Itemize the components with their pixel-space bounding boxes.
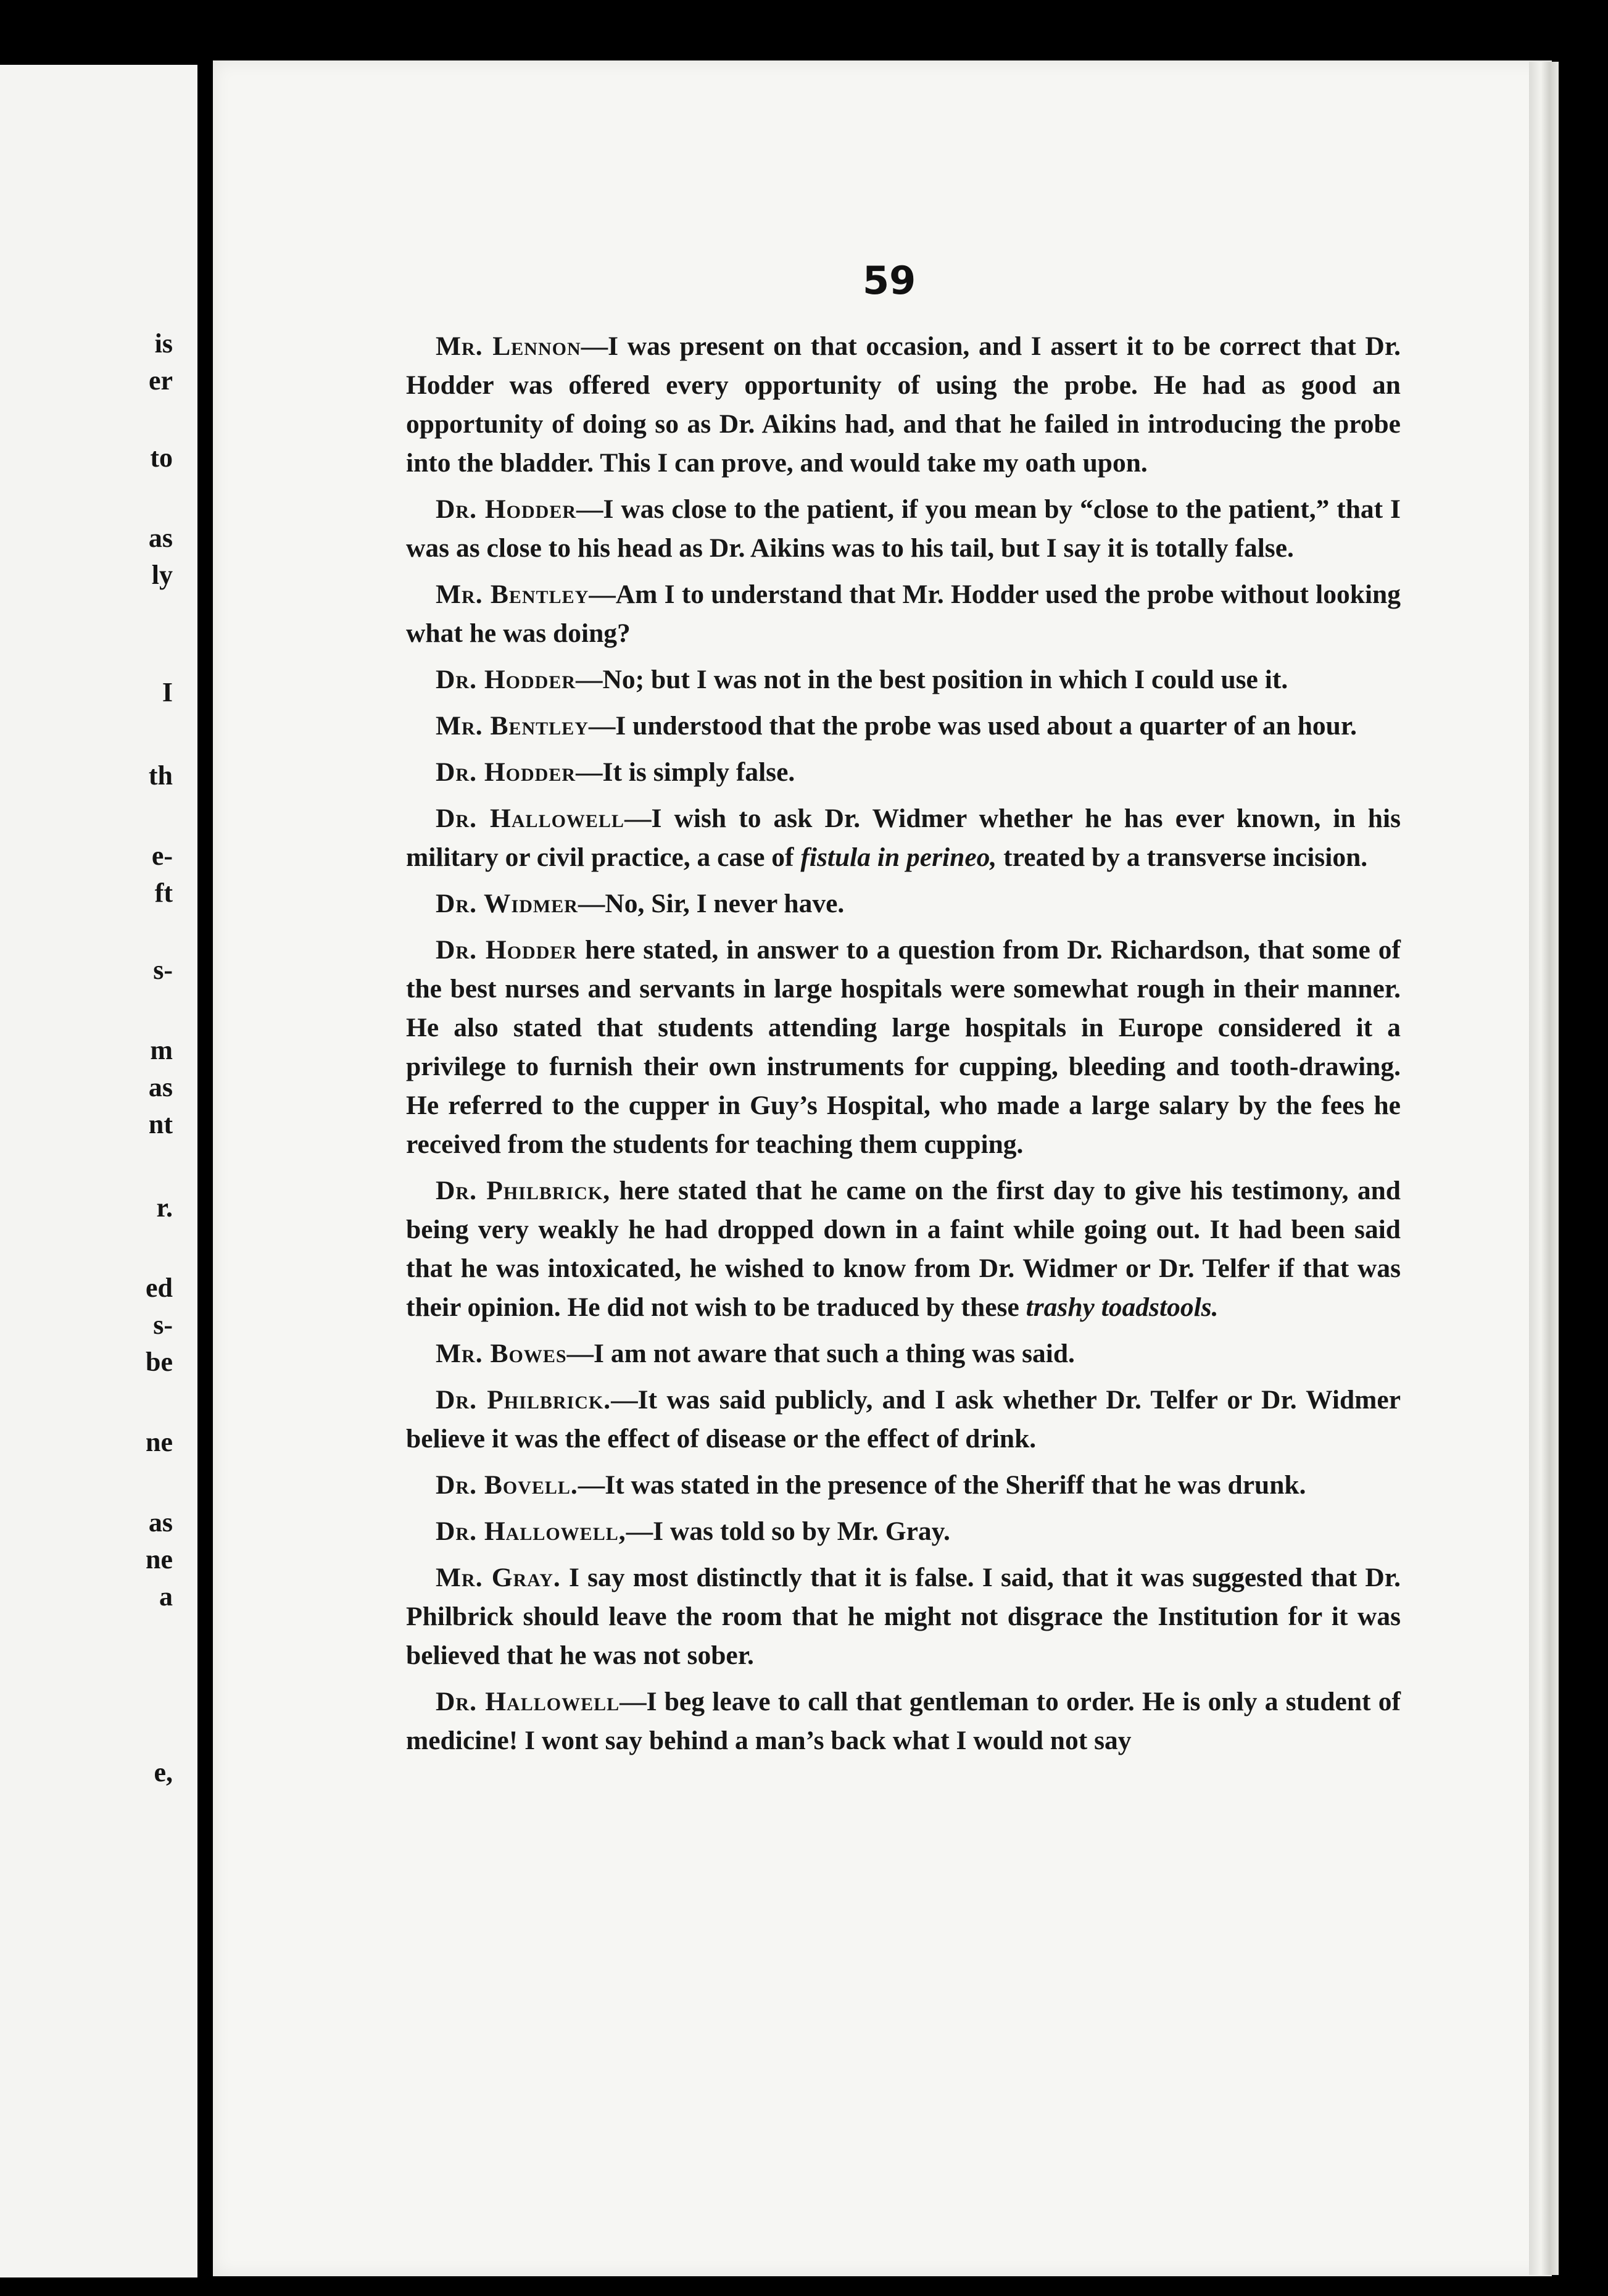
left-page-fragment: r. [156, 1192, 173, 1223]
speaker: Dr. Hodder [436, 757, 576, 787]
speaker: Dr. Philbrick. [436, 1385, 611, 1415]
paragraph [406, 1171, 1401, 1327]
paragraph [406, 753, 1401, 792]
page-edge [1529, 62, 1559, 2275]
speaker: Dr. Hodder [436, 494, 577, 524]
statement: I say most distinctly that it is false. I said, that it was suggested that Dr. Philbrick should leave the room that he might not disgrace the Institution for it was believed that he was not sober. [406, 1563, 1401, 1670]
left-page-fragment: as [148, 1507, 173, 1537]
statement: —It is simply false. [576, 757, 795, 787]
statement: here stated that he came on the first day to give his testimony, and being very weakly he had dropped down in a faint while going out. It had been said that he was intoxicated, he wished to know from Dr. Widmer or Dr. Telfer if that was their opinion. He did not wish to be traduced by these [406, 1176, 1401, 1322]
speaker: Dr. Hallowell [436, 804, 624, 833]
left-page [0, 65, 197, 2277]
paragraph [406, 490, 1401, 568]
statement: —No; but I was not in the best position in which I could use it. [576, 665, 1288, 694]
speaker: Dr. Hallowell, [436, 1516, 626, 1546]
statement: —I was told so by Mr. Gray. [626, 1516, 950, 1546]
left-page-fragment: is [154, 328, 173, 359]
speaker: Mr. Bowes [436, 1339, 567, 1368]
statement: —I wish to ask Dr. Widmer whether he has ever known, in his military or civil practice, a case of [406, 804, 1401, 872]
paragraph [406, 660, 1401, 699]
left-page-fragment: er [148, 365, 173, 396]
statement: —I understood that the probe was used about a quarter of an hour. [588, 711, 1357, 741]
paragraph [406, 1682, 1401, 1760]
left-page-fragment: nt [148, 1109, 173, 1139]
speaker: Dr. Hodder [436, 665, 576, 694]
statement: —I beg leave to call that gentleman to order. He is only a student of medicine! I wont say behind a man’s back what I would not say [406, 1687, 1401, 1755]
left-page-fragment: s- [153, 955, 173, 985]
paragraph [406, 1558, 1401, 1675]
statement: —It was stated in the presence of the Sheriff that he was drunk. [578, 1470, 1306, 1500]
left-page-fragment: ed [146, 1273, 173, 1303]
speaker: Mr. Gray. [436, 1563, 561, 1592]
left-page-fragment: as [148, 1072, 173, 1102]
left-page-fragment: ft [154, 878, 173, 908]
speaker: Dr. Hodder [436, 935, 578, 965]
left-page-fragment: ne [146, 1544, 173, 1574]
left-page-fragment: th [148, 760, 173, 791]
transcript-text [406, 327, 1401, 1768]
left-page-fragment: be [146, 1347, 173, 1377]
left-page-fragment: m [150, 1035, 173, 1065]
statement: —No, Sir, I never have. [578, 889, 845, 918]
speaker: Mr. Bentley [436, 580, 589, 609]
paragraph [406, 799, 1401, 877]
paragraph [406, 931, 1401, 1164]
statement: —I was present on that occasion, and I assert it to be correct that Dr. Hodder was offered every opportunity of using the probe. He had as good an opportunity of doing so as Dr. Aikins had, and that he failed in introducing the probe into the bladder. This I can prove, and would take my oath upon. [406, 331, 1401, 478]
statement: here stated, in answer to a question from Dr. Richardson, that some of the best nurses and servants in large hospitals were somewhat rough in their manner. He also stated that students attending large hospitals in Europe considered it a privilege to furnish their own instruments for cupping, bleeding and tooth-drawing. He referred to the cupper in Guy’s Hospital, who made a large salary by the fees he received from the students for teaching them cupping. [406, 935, 1401, 1159]
speaker: Dr. Philbrick, [436, 1176, 611, 1205]
paragraph [406, 327, 1401, 483]
statement: —I was close to the patient, if you mean by “close to the patient,” that I was as close to his head as Dr. Aikins was to his tail, but I say it is totally false. [406, 494, 1401, 563]
speaker: Mr. Lennon [436, 331, 581, 361]
speaker: Dr. Hallowell [436, 1687, 620, 1716]
paragraph [406, 1466, 1401, 1505]
statement: —I am not aware that such a thing was said. [566, 1339, 1075, 1368]
left-page-fragment: I [162, 677, 173, 707]
left-page-fragment: e, [154, 1757, 173, 1787]
left-page-fragment: as [148, 523, 173, 553]
italic-phrase: trashy toadstools. [1026, 1292, 1219, 1322]
left-page-fragment: a [159, 1581, 173, 1612]
left-page-fragment: e- [151, 841, 173, 871]
left-page-fragment: ne [146, 1427, 173, 1457]
statement: —It was said publicly, and I ask whether Dr. Telfer or Dr. Widmer believe it was the effect of disease or the effect of drink. [406, 1385, 1401, 1454]
paragraph [406, 575, 1401, 653]
italic-phrase: fistula in perineo, [800, 842, 997, 872]
speaker: Dr. Bovell. [436, 1470, 578, 1500]
left-page-fragment: s- [153, 1310, 173, 1340]
speaker: Dr. Widmer [436, 889, 578, 918]
page-number: 59 [863, 258, 916, 303]
left-page-fragment: ly [151, 560, 173, 590]
paragraph [406, 884, 1401, 923]
paragraph [406, 1334, 1401, 1373]
left-page-fragment: to [150, 443, 173, 473]
statement-continued: treated by a transverse incision. [997, 842, 1368, 872]
speaker: Mr. Bentley [436, 711, 589, 741]
statement: —Am I to understand that Mr. Hodder used the probe without looking what he was doing? [406, 580, 1401, 648]
paragraph [406, 1381, 1401, 1458]
paragraph [406, 1512, 1401, 1551]
paragraph [406, 707, 1401, 746]
